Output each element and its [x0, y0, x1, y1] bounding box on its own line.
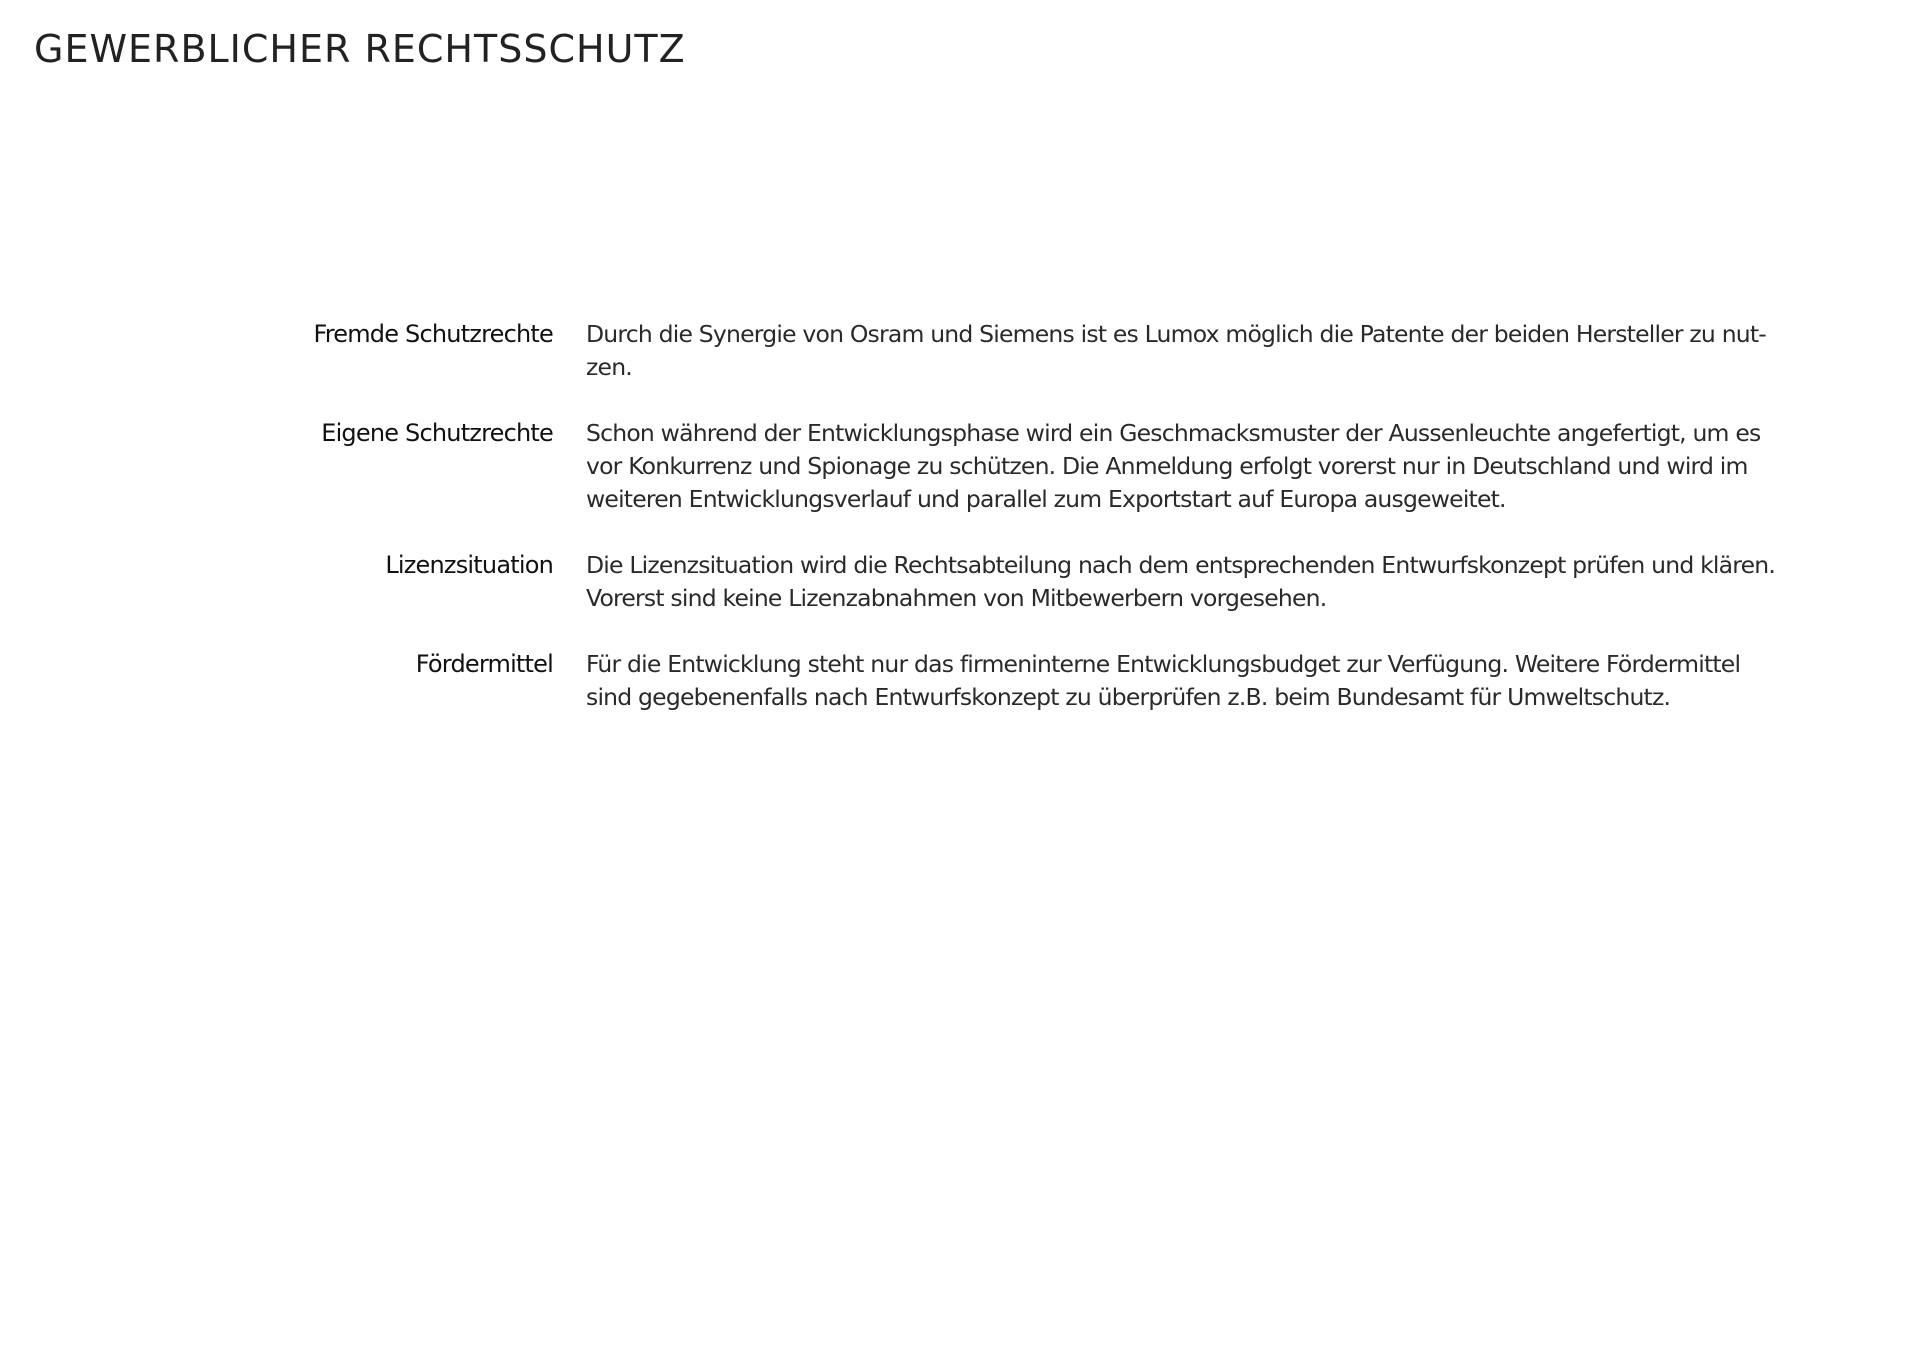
text-line: vor Konkurrenz und Spionage zu schützen. Die Anmeldung erfolgt vorerst nur in Deutschland und wird im — [586, 452, 1748, 480]
page-title: GEWERBLICHER RECHTSSCHUTZ — [34, 27, 686, 71]
section-text — [586, 417, 1896, 516]
section-label: Fördermittel — [415, 650, 553, 678]
section-fremde-schutzrechte — [0, 318, 1920, 384]
text-line: Die Lizenzsituation wird die Rechtsabteilung nach dem entsprechenden Entwurfskonzept prüfen und klären. — [586, 551, 1776, 579]
text-line: sind gegebenenfalls nach Entwurfskonzept zu überprüfen z.B. beim Bundesamt für Umweltschutz. — [586, 683, 1671, 711]
text-line: Durch die Synergie von Osram und Siemens ist es Lumox möglich die Patente der beiden Hersteller zu nut- — [586, 320, 1766, 348]
section-text — [586, 549, 1896, 615]
section-label: Fremde Schutzrechte — [313, 320, 553, 348]
section-label: Lizenzsituation — [385, 551, 553, 579]
text-line: Schon während der Entwicklungsphase wird ein Geschmacksmuster der Aussenleuchte angefertigt, um es — [586, 419, 1761, 447]
text-line: Vorerst sind keine Lizenzabnahmen von Mitbewerbern vorgesehen. — [586, 584, 1327, 612]
section-foerdermittel — [0, 648, 1920, 714]
sections-list — [0, 318, 1920, 747]
section-eigene-schutzrechte — [0, 417, 1920, 516]
section-text — [586, 648, 1896, 714]
text-line: weiteren Entwicklungsverlauf und parallel zum Exportstart auf Europa ausgeweitet. — [586, 485, 1506, 513]
section-lizenzsituation — [0, 549, 1920, 615]
text-line: zen. — [586, 353, 632, 381]
section-text — [586, 318, 1896, 384]
text-line: Für die Entwicklung steht nur das firmeninterne Entwicklungsbudget zur Verfügung. Weitere Fördermittel — [586, 650, 1741, 678]
section-label: Eigene Schutzrechte — [321, 419, 553, 447]
